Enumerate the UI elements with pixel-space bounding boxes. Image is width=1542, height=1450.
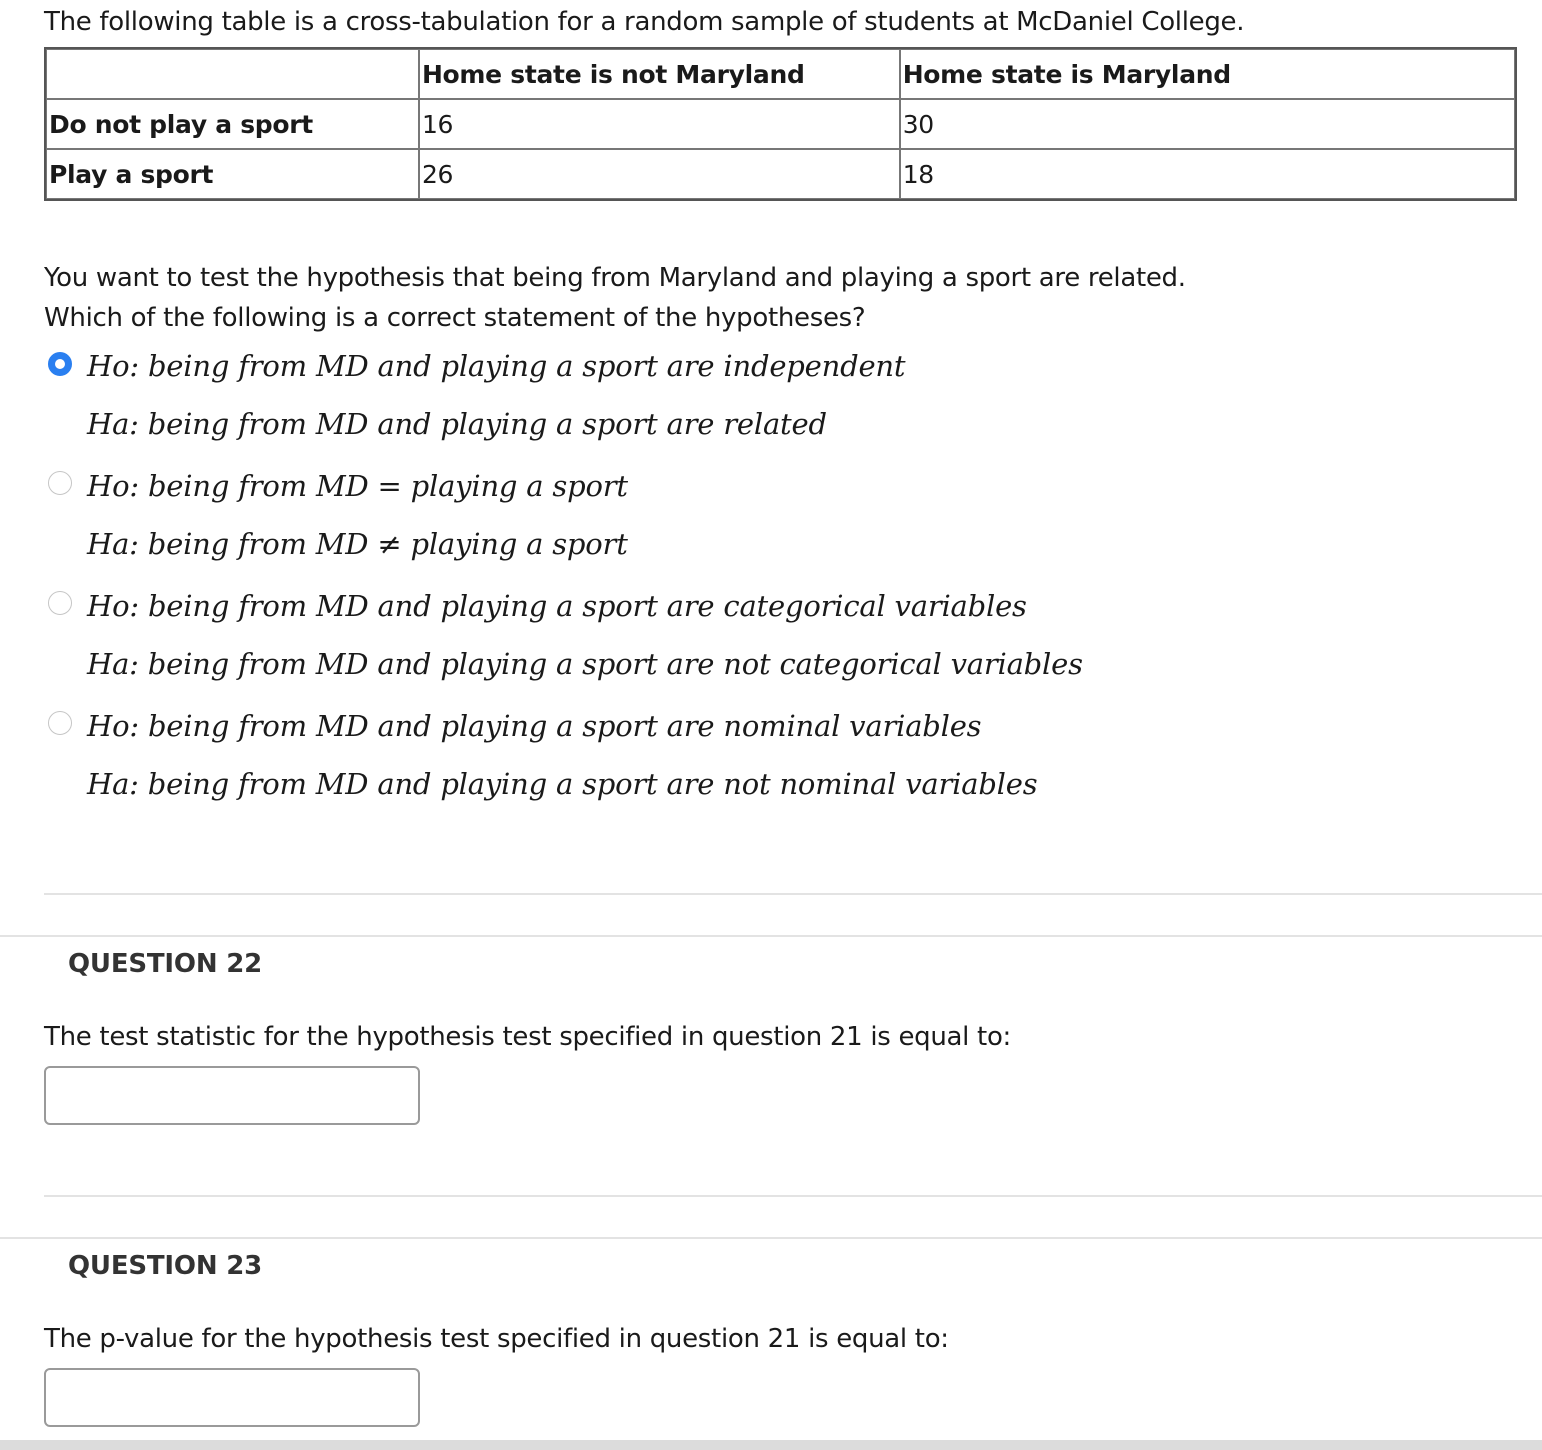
- table-header-cell: Home state is not Maryland: [419, 49, 900, 99]
- null-hypothesis-text: Ho: being from MD and playing a sport are categorical variables: [87, 589, 1027, 623]
- question-23-answer-input[interactable]: [44, 1368, 420, 1427]
- question-stem-line: Which of the following is a correct statement of the hypotheses?: [44, 303, 866, 333]
- question-22-answer-input[interactable]: [44, 1066, 420, 1125]
- null-hypothesis-text: Ho: being from MD and playing a sport are nominal variables: [87, 709, 982, 743]
- null-hypothesis-text: Ho: being from MD = playing a sport: [87, 469, 628, 503]
- table-header-cell: [46, 49, 419, 99]
- question-22-text: The test statistic for the hypothesis test specified in question 21 is equal to:: [44, 1022, 1012, 1052]
- alternative-hypothesis-text: Ha: being from MD ≠ playing a sport: [87, 527, 628, 561]
- radio-button-option-2[interactable]: [48, 471, 72, 495]
- question-intro: The following table is a cross-tabulation for a random sample of students at McDaniel College.: [44, 7, 1245, 37]
- table-row-label: Play a sport: [46, 149, 419, 199]
- radio-button-option-4[interactable]: [48, 711, 72, 735]
- divider: [0, 935, 1542, 937]
- question-stem-line: You want to test the hypothesis that being from Maryland and playing a sport are related.: [44, 263, 1186, 293]
- table-row-label: Do not play a sport: [46, 99, 419, 149]
- bottom-scroll-edge: [0, 1440, 1542, 1450]
- alternative-hypothesis-text: Ha: being from MD and playing a sport are not nominal variables: [87, 767, 1038, 801]
- alternative-hypothesis-text: Ha: being from MD and playing a sport are related: [87, 407, 827, 441]
- table-cell: 26: [419, 149, 900, 199]
- question-stem: [44, 258, 1186, 338]
- null-hypothesis-text: Ho: being from MD and playing a sport are independent: [87, 349, 906, 383]
- table-cell: 16: [419, 99, 900, 149]
- cross-tabulation-table: [44, 47, 1517, 201]
- divider: [44, 1195, 1542, 1197]
- divider: [44, 893, 1542, 895]
- radio-button-option-1[interactable]: [48, 352, 72, 376]
- table-header-cell: Home state is Maryland: [900, 49, 1515, 99]
- table-row: [46, 99, 1515, 149]
- alternative-hypothesis-text: Ha: being from MD and playing a sport are not categorical variables: [87, 647, 1083, 681]
- divider: [0, 1237, 1542, 1239]
- table-cell: 30: [900, 99, 1515, 149]
- table-row: [46, 149, 1515, 199]
- radio-button-option-3[interactable]: [48, 591, 72, 615]
- question-23-label: QUESTION 23: [68, 1251, 263, 1281]
- question-23-text: The p-value for the hypothesis test specified in question 21 is equal to:: [44, 1324, 949, 1354]
- table-header-row: [46, 49, 1515, 99]
- table-cell: 18: [900, 149, 1515, 199]
- question-22-label: QUESTION 22: [68, 949, 263, 979]
